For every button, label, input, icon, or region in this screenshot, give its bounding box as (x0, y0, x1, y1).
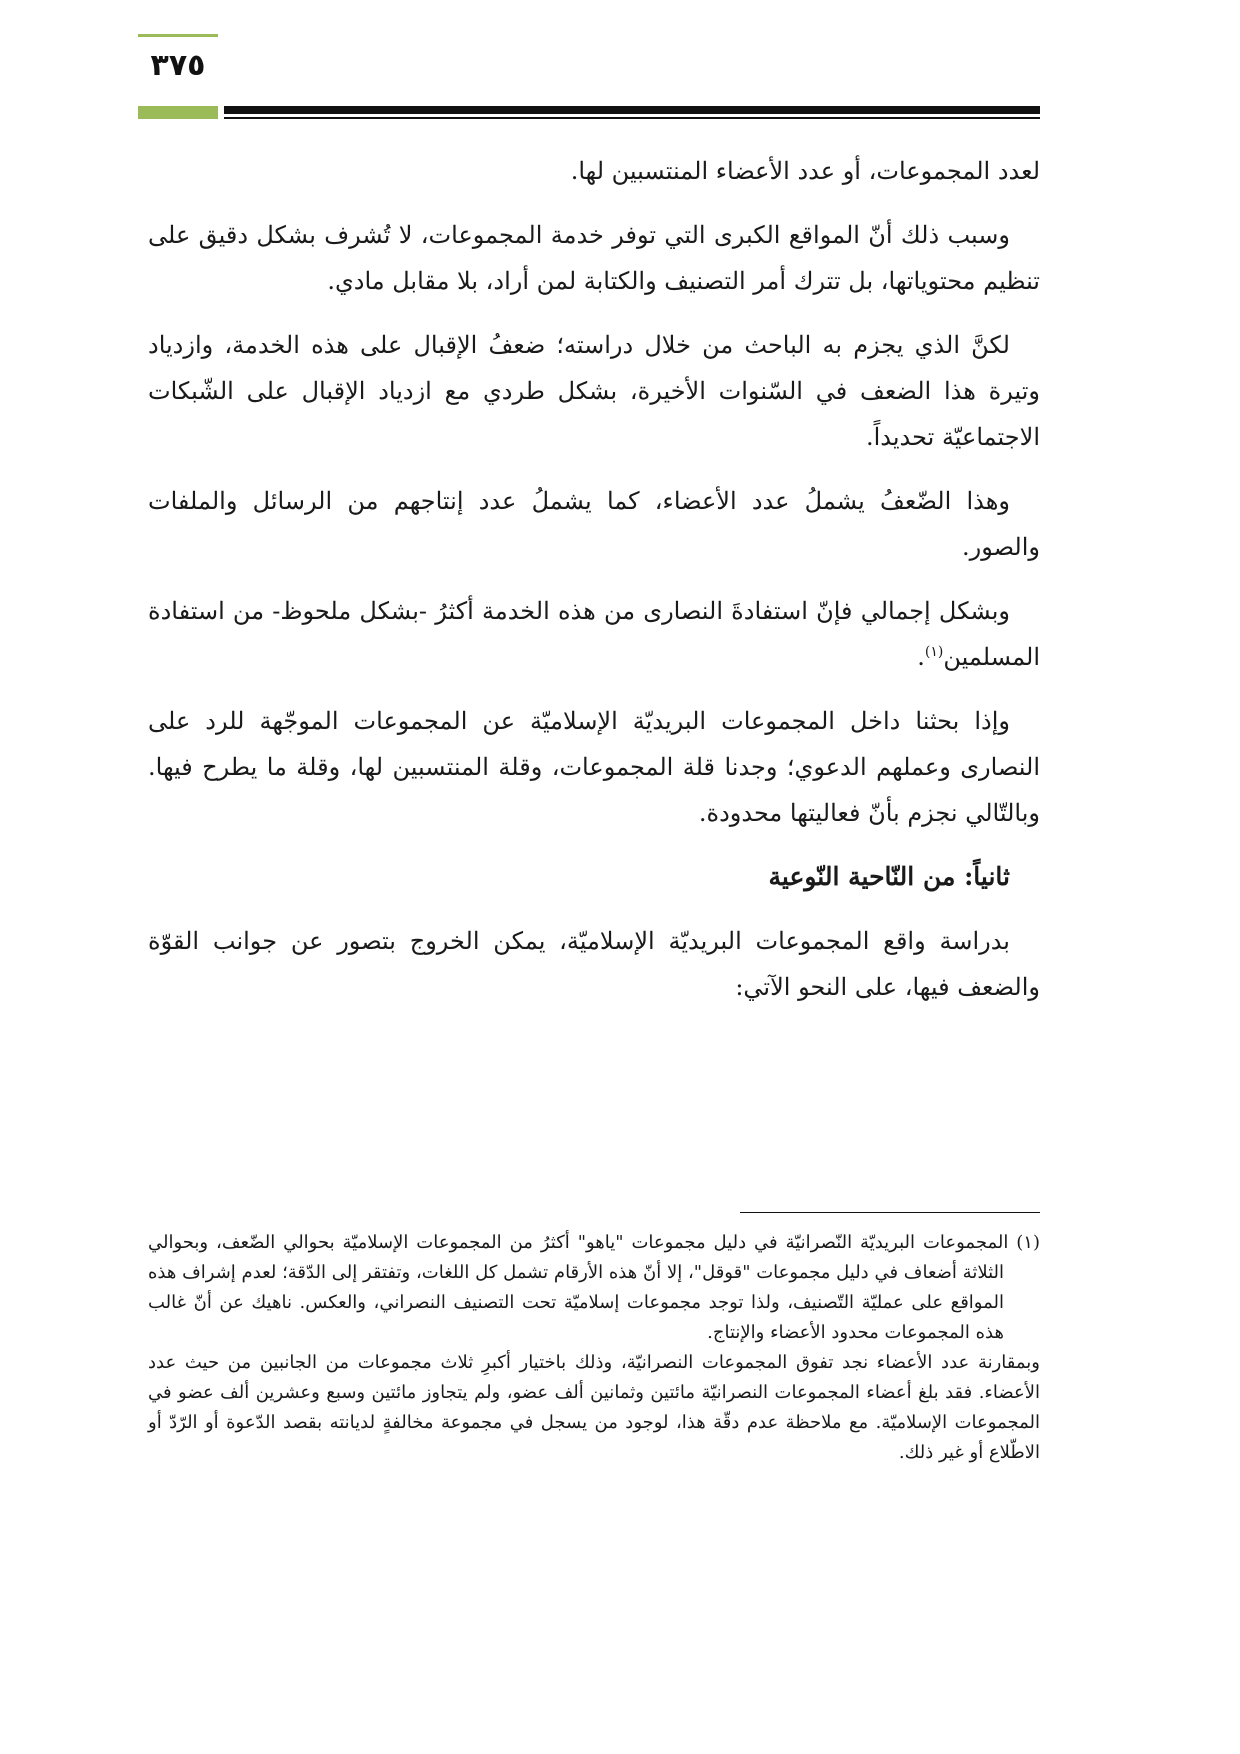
header-rule-black-thin (224, 117, 1040, 119)
page-number: ٣٧٥ (150, 48, 206, 83)
header-rule-green-top (138, 34, 218, 37)
header-rule-black-thick (224, 106, 1040, 114)
footnote-ref-1[interactable]: (١) (924, 644, 944, 660)
paragraph-7: بدراسة واقع المجموعات البريديّة الإسلاميّة، يمكن الخروج بتصور عن جوانب القوّة والضعف فيها، على النحو الآتي: (148, 927, 1040, 1001)
body-text (148, 148, 1040, 1028)
paragraph-4: وهذا الضّعفُ يشملُ عدد الأعضاء، كما يشملُ عدد إنتاجهم من الرسائل والملفات والصور. (148, 487, 1040, 561)
header-rule-green-bottom (138, 106, 218, 119)
footnotes (148, 1228, 1040, 1468)
paragraph-5-end: . (917, 643, 925, 671)
paragraph-1: لعدد المجموعات، أو عدد الأعضاء المنتسبين لها. (570, 157, 1040, 185)
footnote-1-continued: وبمقارنة عدد الأعضاء نجد تفوق المجموعات النصرانيّة، وذلك باختيار أكبرِ ثلاث مجموعات من الجانبين من حيث عدد الأعضاء. فقد بلغ أعضاء المجموعات النصرانيّة مائتين وثمانين ألف عضو، ولم يتجاوز مائتين وسبع وعشرين ألف عضو في المجموعات الإسلاميّة. مع ملاحظة عدم دقّة هذا، لوجود من يسجل في مجموعة مخالفةٍ لديانته بقصد الدّعوة أو الرّدّ أو الاطّلاع أو غير ذلك. (148, 1352, 1040, 1463)
paragraph-5 (148, 588, 1040, 680)
paragraph-6: وإذا بحثنا داخل المجموعات البريديّة الإسلاميّة عن المجموعات الموجّهة للرد على النصارى وعملهم الدعوي؛ وجدنا قلة المجموعات، وقلة المنتسبين لها، وقلة ما يطرح فيها. وبالتّالي نجزم بأنّ فعاليتها محدودة. (148, 707, 1040, 827)
paragraph-5-text: وبشكل إجمالي فإنّ استفادةَ النصارى من هذه الخدمة أكثرُ -بشكل ملحوظ- من استفادة المسلمين (148, 597, 1040, 671)
footnote-1: (١) المجموعات البريديّة النّصرانيّة في دليل مجموعات "ياهو" أكثرُ من المجموعات الإسلاميّة بحوالي الضّعف، وبحوالي الثلاثة أضعاف في دليل مجموعات "قوقل"، إلا أنّ هذه الأرقام تشمل كل اللغات، وتفتقر إلى الدّقة؛ لعدم إشراف هذه المواقع على عمليّة التّصنيف، ولذا توجد مجموعات إسلاميّة تحت التصنيف النصراني، والعكس. ناهيك عن أنّ غالب هذه المجموعات محدود الأعضاء والإنتاج. (148, 1232, 1040, 1343)
section-heading: ثانياً: من النّاحية النّوعية (768, 862, 1010, 891)
paragraph-2: وسبب ذلك أنّ المواقع الكبرى التي توفر خدمة المجموعات، لا تُشرف بشكل دقيق على تنظيم محتوياتها، بل تترك أمر التصنيف والكتابة لمن أراد، بلا مقابل مادي. (148, 221, 1040, 295)
paragraph-3: لكنَّ الذي يجزم به الباحث من خلال دراسته؛ ضعفُ الإقبال على هذه الخدمة، وازدياد وتيرة هذا الضعف في السّنوات الأخيرة، بشكل طردي مع ازدياد الإقبال على الشّبكات الاجتماعيّة تحديداً. (148, 331, 1040, 451)
footnote-separator (740, 1212, 1040, 1213)
